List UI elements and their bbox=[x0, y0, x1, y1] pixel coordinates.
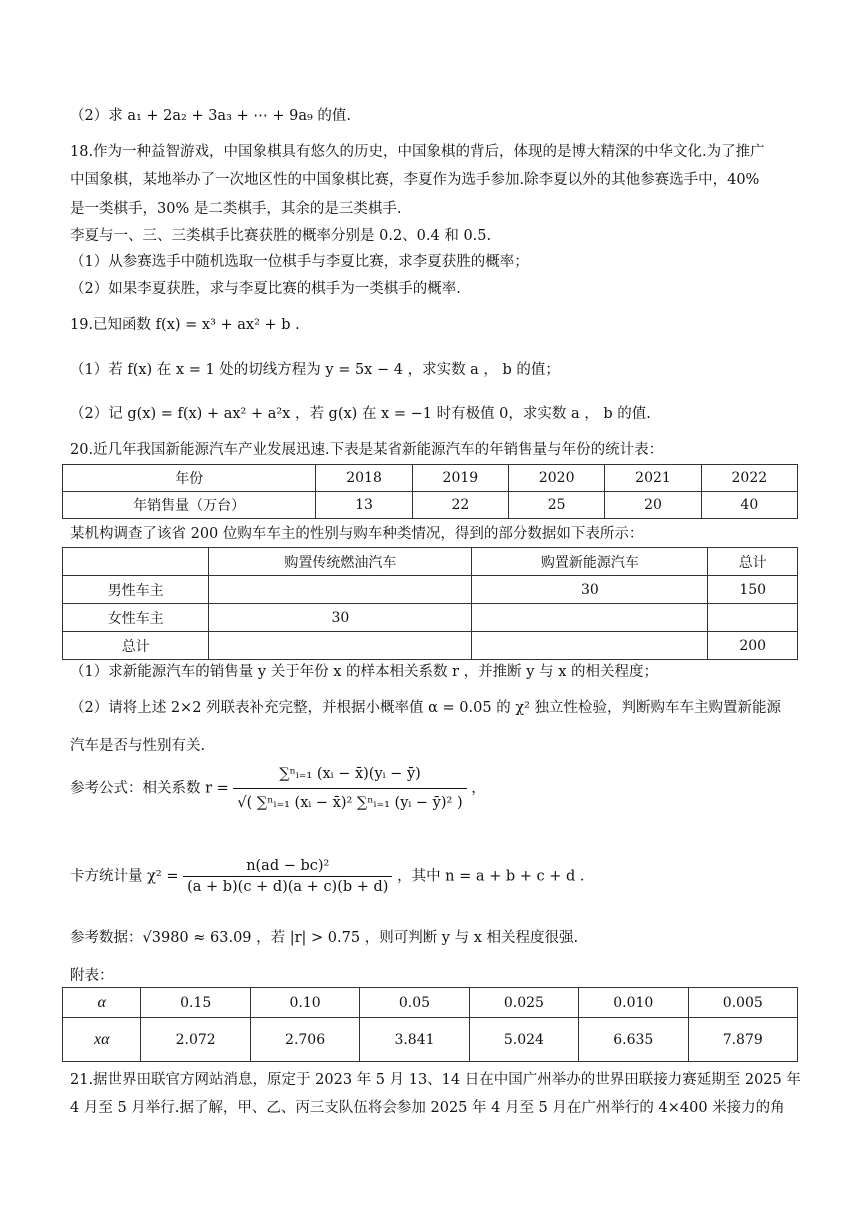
critical-cell: 6.635 bbox=[579, 1018, 688, 1062]
table-row bbox=[63, 604, 798, 632]
sales-cell: 25 bbox=[509, 492, 605, 519]
critical-cell: 2.072 bbox=[141, 1018, 250, 1062]
table-row bbox=[63, 632, 798, 660]
critical-cell: xα bbox=[63, 1018, 141, 1062]
sales-cell: 22 bbox=[412, 492, 508, 519]
contingency-header-cell: 购置新能源汽车 bbox=[472, 548, 708, 576]
critical-cell: 3.841 bbox=[360, 1018, 469, 1062]
formula-chi-square bbox=[70, 858, 585, 895]
contingency-cell: 30 bbox=[472, 576, 708, 604]
q18-line1: 18.作为一种益智游戏，中国象棋具有悠久的历史，中国象棋的背后，体现的是博大精深的中华文化.为了推广 bbox=[70, 144, 765, 160]
contingency-cell: 200 bbox=[708, 632, 798, 660]
contingency-header-cell bbox=[63, 548, 209, 576]
formula-chi-denominator: (a + b)(c + d)(a + c)(b + d) bbox=[187, 879, 389, 895]
formula-correlation-label: 参考公式：相关系数 r = bbox=[70, 780, 229, 797]
q19-part1: （1）若 f(x) 在 x = 1 处的切线方程为 y = 5x − 4 ，求实数 a ， b 的值； bbox=[70, 362, 560, 378]
reference-data: 参考数据：√3980 ≈ 63.09 ，若 |r| > 0.75 ，则可判断 y 与 x 相关程度很强. bbox=[70, 930, 579, 946]
contingency-cell: 30 bbox=[209, 604, 472, 632]
formula-correlation-fraction bbox=[233, 766, 466, 811]
critical-header-cell: 0.10 bbox=[250, 988, 359, 1018]
q18-line4: 李夏与一、三、三类棋手比赛获胜的概率分别是 0.2、0.4 和 0.5. bbox=[70, 228, 492, 244]
sales-table bbox=[62, 464, 798, 519]
sales-cell: 40 bbox=[701, 492, 797, 519]
formula-chi-numerator: n(ad − bc)² bbox=[183, 858, 392, 877]
q19-stem: 19.已知函数 f(x) = x³ + ax² + b . bbox=[70, 317, 300, 333]
formula-correlation-denominator: √( ∑ⁿᵢ₌₁ (xᵢ − x̄)² ∑ⁿᵢ₌₁ (yᵢ − ȳ)² ) bbox=[237, 795, 463, 811]
critical-header-cell: 0.010 bbox=[579, 988, 688, 1018]
q20-stem: 20.近几年我国新能源汽车产业发展迅速.下表是某省新能源汽车的年销售量与年份的统计表： bbox=[70, 442, 664, 458]
contingency-header-cell: 购置传统燃油汽车 bbox=[209, 548, 472, 576]
formula-chi-tail: ，其中 n = a + b + c + d . bbox=[397, 868, 585, 885]
critical-header-cell: 0.025 bbox=[469, 988, 578, 1018]
critical-header-cell: α bbox=[63, 988, 141, 1018]
critical-header-cell: 0.15 bbox=[141, 988, 250, 1018]
sales-header-cell: 2018 bbox=[316, 465, 412, 492]
critical-header-cell: 0.05 bbox=[360, 988, 469, 1018]
q18-line2: 中国象棋，某地举办了一次地区性的中国象棋比赛，李夏作为选手参加.除李夏以外的其他参赛选手中，40% bbox=[70, 172, 760, 188]
q17-part2: （2）求 a₁ + 2a₂ + 3a₃ + ⋯ + 9a₉ 的值. bbox=[70, 108, 352, 124]
appendix-label: 附表： bbox=[70, 968, 114, 984]
q20-part1: （1）求新能源汽车的销售量 y 关于年份 x 的样本相关系数 r ，并推断 y 与 x 的相关程度； bbox=[70, 664, 658, 680]
contingency-cell bbox=[472, 632, 708, 660]
contingency-cell bbox=[472, 604, 708, 632]
contingency-cell bbox=[209, 632, 472, 660]
q18-part2: （2）如果李夏获胜，求与李夏比赛的棋手为一类棋手的概率. bbox=[70, 281, 461, 297]
q21-line2: 4 月至 5 月举行.据了解，甲、乙、丙三支队伍将会参加 2025 年 4 月至 5 月在广州举行的 4×400 米接力的角 bbox=[70, 1100, 785, 1116]
contingency-table bbox=[62, 547, 798, 660]
critical-header-cell: 0.005 bbox=[688, 988, 798, 1018]
contingency-cell bbox=[209, 576, 472, 604]
q20-part2: （2）请将上述 2×2 列联表补充完整，并根据小概率值 α = 0.05 的 χ² 独立性检验，判断购车车主购置新能源 bbox=[70, 700, 782, 716]
contingency-cell: 150 bbox=[708, 576, 798, 604]
contingency-cell: 男性车主 bbox=[63, 576, 209, 604]
sales-header-cell: 2019 bbox=[412, 465, 508, 492]
contingency-cell: 总计 bbox=[63, 632, 209, 660]
q21-line1: 21.据世界田联官方网站消息，原定于 2023 年 5 月 13、14 日在中国广州举办的世界田联接力赛延期至 2025 年 bbox=[70, 1072, 801, 1088]
contingency-cell: 女性车主 bbox=[63, 604, 209, 632]
formula-chi-fraction bbox=[183, 858, 392, 895]
sales-cell: 年销售量（万台） bbox=[63, 492, 316, 519]
sales-header-cell: 年份 bbox=[63, 465, 316, 492]
q19-part2: （2）记 g(x) = f(x) + ax² + a²x ，若 g(x) 在 x = −1 时有极值 0，求实数 a ， b 的值. bbox=[70, 406, 651, 422]
table-row bbox=[63, 576, 798, 604]
critical-cell: 5.024 bbox=[469, 1018, 578, 1062]
sales-cell: 13 bbox=[316, 492, 412, 519]
contingency-cell bbox=[708, 604, 798, 632]
q20-survey-intro: 某机构调查了该省 200 位购车车主的性别与购车种类情况，得到的部分数据如下表所示： bbox=[70, 526, 644, 542]
sales-header-cell: 2021 bbox=[605, 465, 701, 492]
q18-part1: （1）从参赛选手中随机选取一位棋手与李夏比赛，求李夏获胜的概率； bbox=[70, 254, 529, 270]
formula-chi-label: 卡方统计量 χ² = bbox=[70, 868, 179, 885]
critical-value-table bbox=[62, 987, 798, 1062]
contingency-header-cell: 总计 bbox=[708, 548, 798, 576]
critical-cell: 7.879 bbox=[688, 1018, 798, 1062]
sales-header-cell: 2020 bbox=[509, 465, 605, 492]
formula-correlation: 参考公式：相关系数 r = $\frac{\text{∑ⁿᵢ₌₁ (xᵢ − x̄)(yᵢ − ȳ)}}{\text{√( ∑ⁿᵢ₌₁ (xᵢ − x̄)² ∑ⁿᵢ₌₁ (yᵢ − ȳ)² )}}$ ， bbox=[70, 766, 486, 811]
formula-correlation-numerator: ∑ⁿᵢ₌₁ (xᵢ − x̄)(yᵢ − ȳ) bbox=[233, 766, 466, 789]
sales-header-cell: 2022 bbox=[701, 465, 797, 492]
q18-line3: 是一类棋手，30% 是二类棋手，其余的是三类棋手. bbox=[70, 201, 402, 217]
sales-cell: 20 bbox=[605, 492, 701, 519]
q20-part2-cont: 汽车是否与性别有关. bbox=[70, 738, 206, 754]
critical-cell: 2.706 bbox=[250, 1018, 359, 1062]
